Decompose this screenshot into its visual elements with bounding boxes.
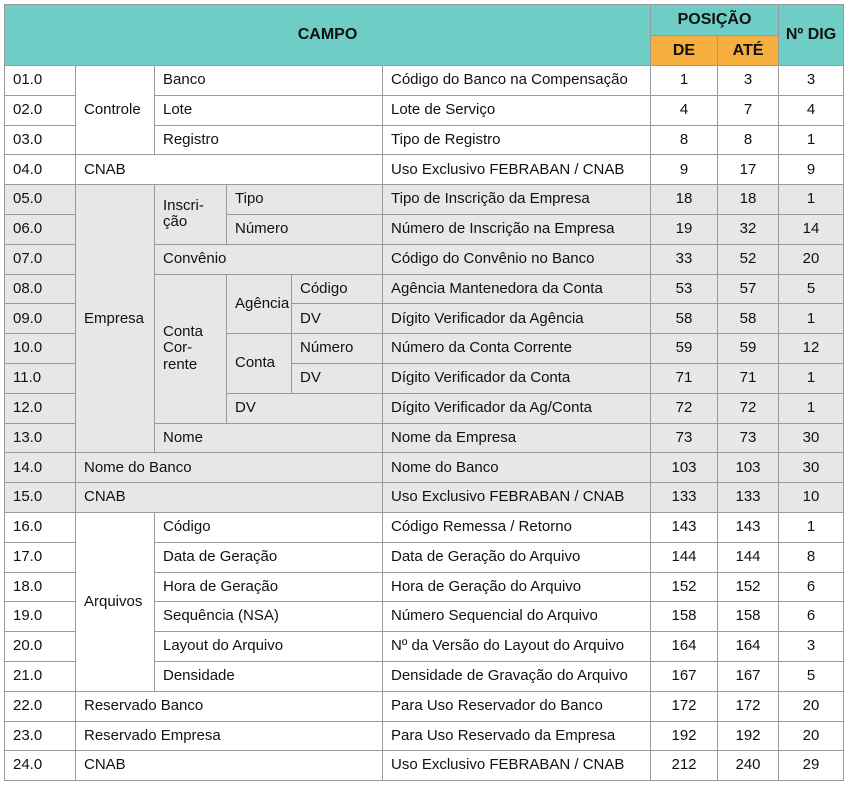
field-description: Para Uso Reservado da Empresa	[383, 721, 651, 751]
field-id: 06.0	[5, 214, 76, 244]
pos-ate: 172	[718, 691, 779, 721]
pos-de: 8	[651, 125, 718, 155]
field-id: 09.0	[5, 304, 76, 334]
pos-de: 18	[651, 185, 718, 215]
pos-ate: 8	[718, 125, 779, 155]
field-codigo: Código	[292, 274, 383, 304]
field-reservado-banco: Reservado Banco	[76, 691, 383, 721]
pos-ate: 32	[718, 214, 779, 244]
field-id: 03.0	[5, 125, 76, 155]
pos-ate: 167	[718, 661, 779, 691]
field-hora-geracao: Hora de Geração	[155, 572, 383, 602]
header-record-layout-table	[4, 4, 844, 781]
num-digits: 6	[779, 572, 844, 602]
pos-ate: 52	[718, 244, 779, 274]
field-description: Hora de Geração do Arquivo	[383, 572, 651, 602]
group-conta: Conta	[227, 334, 292, 394]
num-digits: 3	[779, 66, 844, 96]
pos-de: 172	[651, 691, 718, 721]
field-nome-banco: Nome do Banco	[76, 453, 383, 483]
pos-de: 103	[651, 453, 718, 483]
field-description: Tipo de Inscrição da Empresa	[383, 185, 651, 215]
ndig-header: Nº DIG	[779, 5, 844, 66]
field-description: Para Uso Reservador do Banco	[383, 691, 651, 721]
num-digits: 8	[779, 542, 844, 572]
field-description: Nº da Versão do Layout do Arquivo	[383, 632, 651, 662]
field-id: 10.0	[5, 334, 76, 364]
table-row	[5, 185, 844, 215]
field-description: Densidade de Gravação do Arquivo	[383, 661, 651, 691]
pos-de: 144	[651, 542, 718, 572]
header-row	[5, 5, 844, 36]
field-description: Número Sequencial do Arquivo	[383, 602, 651, 632]
field-description: Data de Geração do Arquivo	[383, 542, 651, 572]
table-row	[5, 483, 844, 513]
pos-ate: 192	[718, 721, 779, 751]
pos-de: 53	[651, 274, 718, 304]
layout-table-container	[4, 4, 844, 781]
field-description: Número da Conta Corrente	[383, 334, 651, 364]
table-row	[5, 512, 844, 542]
group-inscricao: Inscri- ção	[155, 185, 227, 245]
field-description: Código Remessa / Retorno	[383, 512, 651, 542]
num-digits: 6	[779, 602, 844, 632]
num-digits: 10	[779, 483, 844, 513]
pos-ate: 3	[718, 66, 779, 96]
pos-ate: 58	[718, 304, 779, 334]
group-controle: Controle	[76, 66, 155, 155]
field-description: Uso Exclusivo FEBRABAN / CNAB	[383, 155, 651, 185]
field-id: 12.0	[5, 393, 76, 423]
pos-de: 4	[651, 95, 718, 125]
field-description: Dígito Verificador da Agência	[383, 304, 651, 334]
field-description: Uso Exclusivo FEBRABAN / CNAB	[383, 483, 651, 513]
pos-de: 143	[651, 512, 718, 542]
num-digits: 9	[779, 155, 844, 185]
field-description: Nome da Empresa	[383, 423, 651, 453]
table-row	[5, 66, 844, 96]
field-layout: Layout do Arquivo	[155, 632, 383, 662]
field-numero: Número	[292, 334, 383, 364]
pos-ate: 164	[718, 632, 779, 662]
field-description: Tipo de Registro	[383, 125, 651, 155]
group-agencia: Agência	[227, 274, 292, 334]
pos-de: 72	[651, 393, 718, 423]
num-digits: 12	[779, 334, 844, 364]
field-description: Dígito Verificador da Conta	[383, 363, 651, 393]
pos-ate: 7	[718, 95, 779, 125]
pos-de: 33	[651, 244, 718, 274]
campo-header: CAMPO	[5, 5, 651, 66]
table-row	[5, 155, 844, 185]
num-digits: 20	[779, 691, 844, 721]
field-description: Agência Mantenedora da Conta	[383, 274, 651, 304]
num-digits: 20	[779, 244, 844, 274]
field-id: 19.0	[5, 602, 76, 632]
pos-de: 167	[651, 661, 718, 691]
pos-ate: 144	[718, 542, 779, 572]
field-id: 16.0	[5, 512, 76, 542]
field-dv: DV	[227, 393, 383, 423]
field-description: Nome do Banco	[383, 453, 651, 483]
field-sequencia: Sequência (NSA)	[155, 602, 383, 632]
field-registro: Registro	[155, 125, 383, 155]
pos-de: 19	[651, 214, 718, 244]
pos-de: 1	[651, 66, 718, 96]
pos-de: 152	[651, 572, 718, 602]
field-numero: Número	[227, 214, 383, 244]
pos-ate: 57	[718, 274, 779, 304]
pos-ate: 72	[718, 393, 779, 423]
num-digits: 4	[779, 95, 844, 125]
table-row	[5, 453, 844, 483]
pos-de: 192	[651, 721, 718, 751]
field-convenio: Convênio	[155, 244, 383, 274]
group-conta-corrente: Conta Cor- rente	[155, 274, 227, 423]
field-id: 15.0	[5, 483, 76, 513]
pos-de: 71	[651, 363, 718, 393]
num-digits: 14	[779, 214, 844, 244]
table-row	[5, 691, 844, 721]
field-description: Código do Convênio no Banco	[383, 244, 651, 274]
field-id: 05.0	[5, 185, 76, 215]
field-id: 14.0	[5, 453, 76, 483]
num-digits: 1	[779, 304, 844, 334]
group-arquivos: Arquivos	[76, 512, 155, 691]
field-id: 08.0	[5, 274, 76, 304]
pos-de: 73	[651, 423, 718, 453]
field-id: 11.0	[5, 363, 76, 393]
field-description: Número de Inscrição na Empresa	[383, 214, 651, 244]
field-lote: Lote	[155, 95, 383, 125]
field-id: 23.0	[5, 721, 76, 751]
field-banco: Banco	[155, 66, 383, 96]
field-cnab: CNAB	[76, 751, 383, 781]
field-description: Código do Banco na Compensação	[383, 66, 651, 96]
num-digits: 30	[779, 453, 844, 483]
ate-header: ATÉ	[718, 36, 779, 66]
pos-ate: 71	[718, 363, 779, 393]
pos-ate: 17	[718, 155, 779, 185]
pos-ate: 59	[718, 334, 779, 364]
field-id: 04.0	[5, 155, 76, 185]
num-digits: 20	[779, 721, 844, 751]
de-header: DE	[651, 36, 718, 66]
field-id: 24.0	[5, 751, 76, 781]
num-digits: 5	[779, 661, 844, 691]
field-dv: DV	[292, 304, 383, 334]
pos-ate: 143	[718, 512, 779, 542]
num-digits: 1	[779, 363, 844, 393]
pos-de: 212	[651, 751, 718, 781]
field-id: 17.0	[5, 542, 76, 572]
num-digits: 1	[779, 125, 844, 155]
field-id: 07.0	[5, 244, 76, 274]
field-cnab: CNAB	[76, 483, 383, 513]
num-digits: 29	[779, 751, 844, 781]
field-dv: DV	[292, 363, 383, 393]
field-id: 01.0	[5, 66, 76, 96]
field-reservado-empresa: Reservado Empresa	[76, 721, 383, 751]
field-data-geracao: Data de Geração	[155, 542, 383, 572]
pos-ate: 73	[718, 423, 779, 453]
field-description: Uso Exclusivo FEBRABAN / CNAB	[383, 751, 651, 781]
table-row	[5, 751, 844, 781]
pos-de: 133	[651, 483, 718, 513]
field-densidade: Densidade	[155, 661, 383, 691]
num-digits: 5	[779, 274, 844, 304]
pos-de: 9	[651, 155, 718, 185]
pos-ate: 158	[718, 602, 779, 632]
pos-de: 164	[651, 632, 718, 662]
pos-ate: 103	[718, 453, 779, 483]
num-digits: 1	[779, 512, 844, 542]
field-codigo: Código	[155, 512, 383, 542]
pos-de: 158	[651, 602, 718, 632]
field-tipo: Tipo	[227, 185, 383, 215]
field-id: 21.0	[5, 661, 76, 691]
num-digits: 3	[779, 632, 844, 662]
pos-ate: 133	[718, 483, 779, 513]
field-description: Lote de Serviço	[383, 95, 651, 125]
group-empresa: Empresa	[76, 185, 155, 453]
field-id: 18.0	[5, 572, 76, 602]
num-digits: 1	[779, 185, 844, 215]
posicao-header: POSIÇÃO	[651, 5, 779, 36]
pos-de: 59	[651, 334, 718, 364]
table-row	[5, 721, 844, 751]
field-id: 02.0	[5, 95, 76, 125]
field-nome: Nome	[155, 423, 383, 453]
field-id: 13.0	[5, 423, 76, 453]
field-cnab: CNAB	[76, 155, 383, 185]
field-id: 22.0	[5, 691, 76, 721]
field-description: Dígito Verificador da Ag/Conta	[383, 393, 651, 423]
num-digits: 30	[779, 423, 844, 453]
pos-ate: 240	[718, 751, 779, 781]
num-digits: 1	[779, 393, 844, 423]
field-id: 20.0	[5, 632, 76, 662]
pos-ate: 18	[718, 185, 779, 215]
pos-ate: 152	[718, 572, 779, 602]
pos-de: 58	[651, 304, 718, 334]
